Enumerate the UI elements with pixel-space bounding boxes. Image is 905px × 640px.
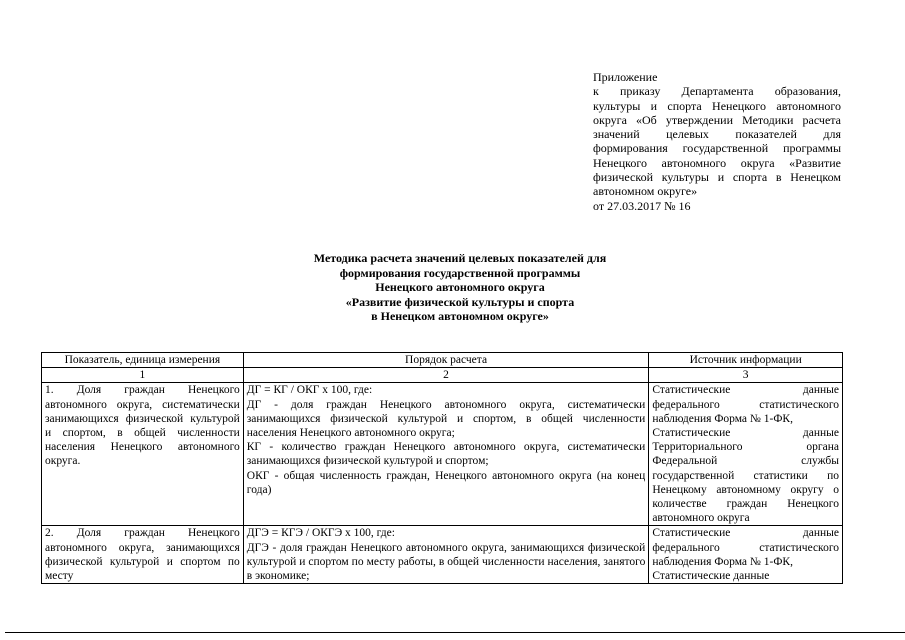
method-cell — [243, 526, 649, 584]
page-bottom-rule — [5, 632, 905, 633]
source-line: Статистические данные Территориального органа Федеральной службы государственной статистики по Ненецкому автономному округу о количестве граждан Ненецкого автономного округа — [652, 427, 839, 525]
method-line: ДГЭ - доля граждан Ненецкого автономного округа, занимающихся физической культурой и спортом по месту работы, в общей численности населения, занятого в экономике; — [246, 541, 646, 583]
table-row — [42, 526, 843, 584]
header-source: Источник информации — [649, 353, 843, 368]
appendix-date-line: от 27.03.2017 № 16 — [593, 198, 691, 213]
column-number: 1 — [42, 368, 244, 383]
indicators-table — [41, 352, 843, 584]
appendix-line: Ненецкого автономного округа «Развитие — [593, 155, 841, 170]
table-header-row — [42, 353, 843, 368]
title-line: Методика расчета значений целевых показателей для — [313, 251, 607, 265]
appendix-line: значений целевых показателей для — [593, 127, 841, 142]
source-cell — [649, 383, 843, 526]
indicator-cell — [42, 526, 244, 584]
method-cell — [243, 383, 649, 526]
formula-line: ДГЭ = КГЭ / ОКГЭ х 100, где: — [246, 527, 395, 540]
appendix-line: округа «Об утверждении Методики расчета — [593, 112, 841, 127]
source-line: Статистические данные федерального статистического наблюдения Форма № 1-ФК, — [652, 527, 839, 568]
method-line: КГ - количество граждан Ненецкого автономного округа, систематически занимающихся физической культурой и спортом; — [246, 441, 646, 468]
table-row — [42, 383, 843, 526]
title-line: «Развитие физической культуры и спорта — [345, 294, 575, 309]
formula-line: ДГ = КГ / ОКГ х 100, где: — [246, 384, 373, 397]
indicator-text: 1. Доля граждан Ненецкого автономного округа, систематически занимающихся физической культурой и спортом, в общей численности населения Ненецкого автономного округа. — [45, 384, 240, 468]
title-line: Ненецкого автономного округа — [375, 280, 545, 294]
header-method: Порядок расчета — [243, 353, 649, 368]
appendix-line: автономном округе» — [593, 184, 698, 199]
indicator-cell — [42, 383, 244, 526]
appendix-line: физической культуры и спорта в Ненецком — [593, 170, 841, 185]
title-line: формирования государственной программы — [339, 265, 581, 280]
source-cell — [649, 526, 843, 584]
appendix-line: к приказу Департамента образования, — [593, 84, 841, 99]
column-number: 2 — [243, 368, 649, 383]
appendix-line: культуры и спорта Ненецкого автономного — [593, 98, 841, 113]
appendix-line: Приложение — [593, 70, 658, 84]
method-line: ДГ - доля граждан Ненецкого автономного округа, систематически занимающихся физической культурой и спортом, в общей численности населения Ненецкого автономного округа; — [246, 398, 646, 440]
appendix-block — [593, 70, 841, 213]
indicator-text: 2. Доля граждан Ненецкого автономного округа, занимающихся физической культурой и спортом по месту — [45, 527, 240, 583]
document-title — [240, 251, 680, 324]
source-line: Статистические данные федерального статистического наблюдения Форма № 1-ФК, — [652, 384, 839, 425]
column-number: 3 — [649, 368, 843, 383]
appendix-line: формирования государственной программы — [593, 141, 841, 156]
title-line: в Ненецком автономном округе» — [371, 309, 549, 323]
table-number-row — [42, 368, 843, 383]
header-indicator: Показатель, единица измерения — [42, 353, 244, 368]
source-line: Статистические данные — [652, 570, 770, 583]
method-line: ОКГ - общая численность граждан, Ненецкого автономного округа (на конец года) — [246, 469, 646, 496]
